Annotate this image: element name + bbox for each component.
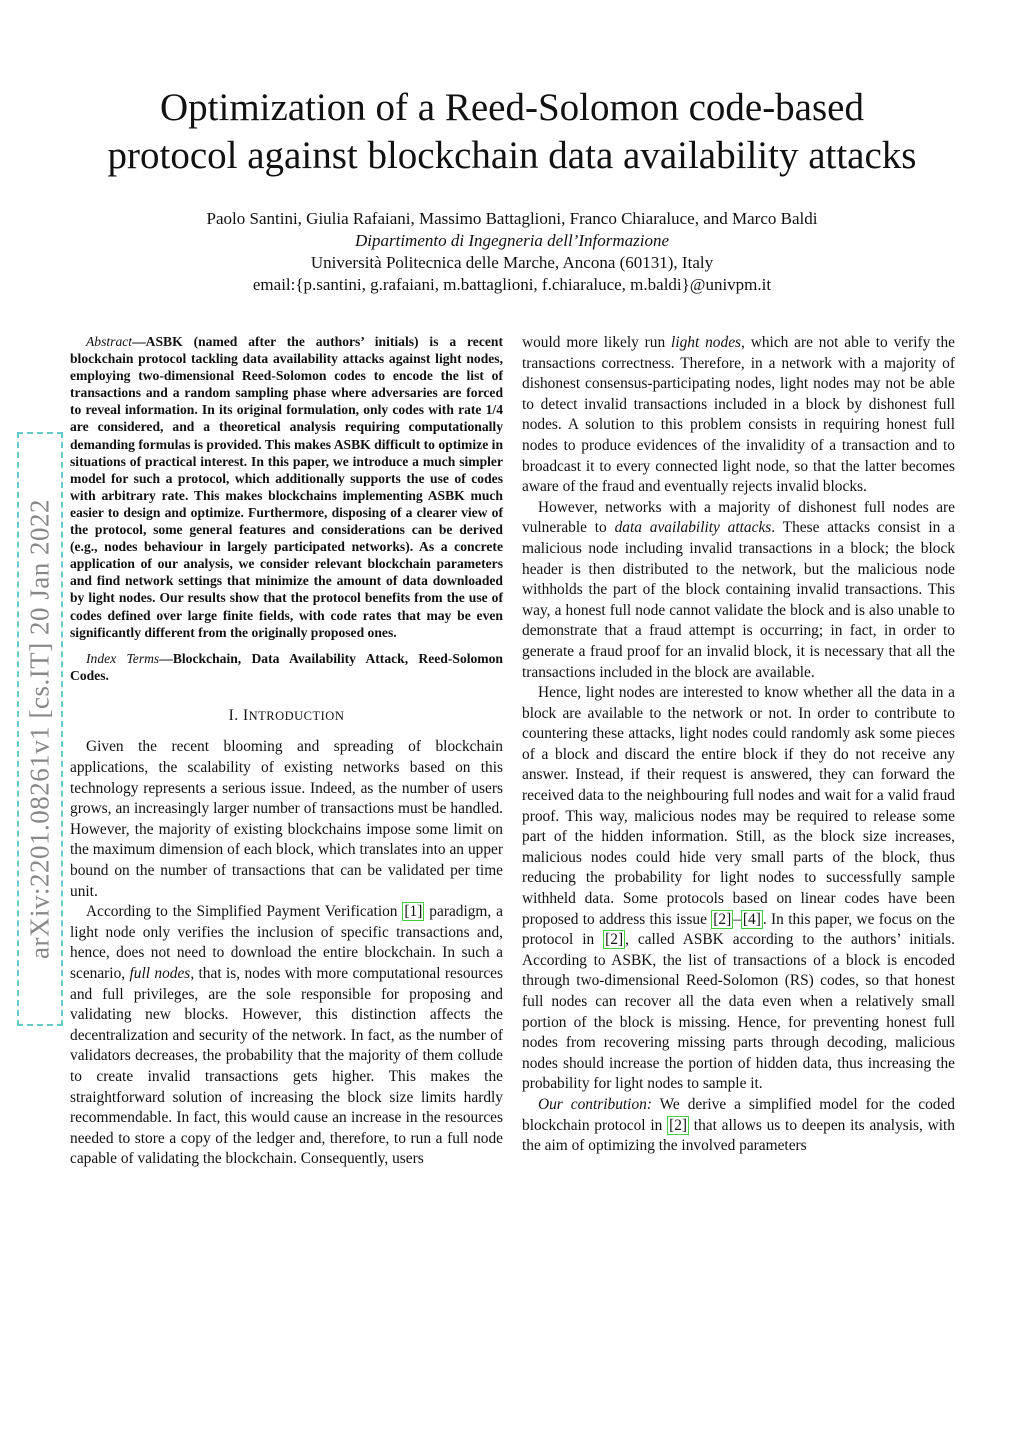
citation-link[interactable]: [2] [669, 1116, 688, 1134]
email-line: email:{p.santini, g.rafaiani, m.battaglioni, f.chiaraluce, m.baldi}@univpm.it [252, 275, 772, 294]
abstract-label: Abstract [86, 334, 133, 349]
department: Dipartimento di Ingegneria dell’Informazione [355, 231, 669, 250]
citation-link[interactable]: [2] [605, 931, 624, 949]
author-list: Paolo Santini, Giulia Rafaiani, Massimo Battaglioni, Franco Chiaraluce, and Marco Baldi [206, 209, 818, 228]
citation-link[interactable]: [1] [404, 903, 423, 921]
contribution-label: Our contribution: [538, 1095, 652, 1113]
affiliation: Università Politecnica delle Marche, Ancona (60131), Italy [310, 253, 714, 272]
arxiv-identifier-text: arXiv:2201.08261v1 [cs.IT] 20 Jan 2022 [24, 499, 55, 959]
intro-paragraph-4: However, networks with a majority of dishonest full nodes are vulnerable to data availability attacks. These attacks consist in a malicious node including invalid transactions in a block; the block header is then distributed to the network, but the malicious node withholds the part of the block containing invalid transactions. This way, a honest full node cannot validate the block and is also unable to demonstrate that a fraud attempt is occurring; in fact, in order to generate a fraud proof for an invalid block, it is necessary that all the transactions included in the block are available. [522, 498, 955, 681]
index-terms: Index Terms—Blockchain, Data Availability Attack, Reed-Solomon Codes. [70, 650, 503, 683]
title-line-2: protocol against blockchain data availability attacks [107, 134, 917, 177]
abstract-text: ASBK (named after the authors’ initials) is a recent blockchain protocol tackling data availability attacks against light nodes, employing two-dimensional Reed-Solomon codes to encode the list of transactions and a random sampling phase where adversaries are forced to reveal information. In its original formulation, only codes with rate 1/4 are considered, and a theoretical analysis requiring computationally demanding formulas is provided. This makes ASBK difficult to optimize in situations of practical interest. In this paper, we introduce a much simpler model for such a protocol, which additionally supports the use of codes with arbitrary rate. This makes blockchains implementing ASBK much easier to design and optimize. Furthermore, disposing of a clearer view of the protocol, some general features and considerations can be derived (e.g., nodes behaviour in largely participated networks). As a concrete application of our analysis, we consider relevant blockchain parameters and find network settings that minimize the amount of data downloaded by light nodes. Our results show that the protocol benefits from the use of codes defined over large finite fields, with code rates that may be even significantly different from the originally proposed ones. [70, 334, 503, 640]
left-column [70, 333, 503, 1170]
abstract: Abstract—ASBK (named after the authors’ initials) is a recent blockchain protocol tackling data availability attacks against light nodes, employing two-dimensional Reed-Solomon codes to encode the list of transactions and a random sampling phase where adversaries are forced to reveal information. In its original formulation, only codes with rate 1/4 are considered, and a theoretical analysis requiring computationally demanding formulas is provided. This makes ASBK difficult to optimize in situations of practical interest. In this paper, we introduce a much simpler model for such a protocol, which additionally supports the use of codes with arbitrary rate. This makes blockchains implementing ASBK much easier to design and optimize. Furthermore, disposing of a clearer view of the protocol, some general features and considerations can be derived (e.g., nodes behaviour in largely participated networks). As a concrete application of our analysis, we consider relevant blockchain parameters and find network settings that minimize the amount of data downloaded by light nodes. Our results show that the protocol benefits from the use of codes defined over large finite fields, with code rates that may be even significantly different from the originally proposed ones. [70, 334, 503, 640]
section-heading: I. INTRODUCTION [228, 706, 345, 724]
title-line-1: Optimization of a Reed-Solomon code-based [160, 86, 864, 129]
arxiv-identifier-stamp [17, 432, 63, 1026]
intro-paragraph-3: would more likely run light nodes, which are not able to verify the transactions correctness. Therefore, in a network with a majority of dishonest consensus-participating nodes, light nodes may not be able to detect invalid transactions included in a block by dishonest full nodes. A solution to this problem consists in requiring honest full nodes to produce evidences of the invalidity of a transaction and to broadcast it to every connected light node, so that the latter becomes aware of the fraud and eventually rejects invalid blocks. [522, 334, 955, 496]
intro-paragraph-6: Our contribution: We derive a simplified model for the coded blockchain protocol in [2] that allows us to deepen its analysis, with the aim of optimizing the involved parameters [522, 1095, 956, 1155]
right-column [522, 333, 955, 1157]
citation-link[interactable]: [2] [713, 910, 732, 928]
index-terms-label: Index Terms [86, 650, 160, 666]
intro-paragraph-5: Hence, light nodes are interested to know whether all the data in a block are available to the network or not. In order to contribute to countering these attacks, light nodes could randomly ask some pieces of a block and discard the entire block if they do not receive any answer. Instead, if their request is answered, they can forward the received data to the neighbouring full nodes and wait for a valid fraud proof. This way, malicious nodes may be required to release some part of the hidden information. Still, as the block size increases, malicious nodes could hide very small parts of the block, thus reducing the probability for light nodes to successfully sample withheld data. Some protocols based on linear codes have been proposed to address this issue [2] – [4] . In this paper, we focus on the protocol in [2] , called ASBK according to the authors’ initials. According to ASBK, the list of transactions of a block is encoded through two-dimensional Reed-Solomon (RS) codes, so that honest full nodes can recover all the data even when a relatively small portion of the block is missing. Hence, for preventing honest full nodes from recovering missing parts through decoding, malicious nodes should increase the portion of hidden data, thus increasing the probability for light nodes to sample it. [522, 684, 955, 1093]
intro-paragraph-2: According to the Simplified Payment Verification [1] paradigm, a light node only verifies the inclusion of specific transactions and, hence, does not need to download the entire blockchain. In such a scenario, full nodes, that is, nodes with more computational resources and full privileges, are the sole responsible for proposing and validating new blocks. However, this distinction affects the decentralization and security of the network. In fact, as the number of validators decreases, the probability that the majority of them collude to create invalid transactions gets higher. This makes the straightforward solution of increasing the block size limits hardly recommendable. In fact, this would cause an increase in the resources needed to store a copy of the ledger and, therefore, to run a full node capable of validating the blockchain. Consequently, users [70, 903, 503, 1168]
paper-title [60, 84, 964, 180]
intro-paragraph-1: Given the recent blooming and spreading of blockchain applications, the scalability of existing networks based on this technology represents a serious issue. Indeed, as the number of users grows, an increasingly larger number of transactions must be handled. However, the majority of existing blockchains impose some limit on the maximum dimension of each block, which translates into an upper bound on the number of transactions that can be validated per time unit. [70, 738, 503, 900]
index-terms-text: Blockchain, Data Availability Attack, Reed-Solomon Codes. [70, 650, 503, 683]
author-block [60, 208, 964, 296]
citation-link[interactable]: [4] [742, 910, 761, 928]
